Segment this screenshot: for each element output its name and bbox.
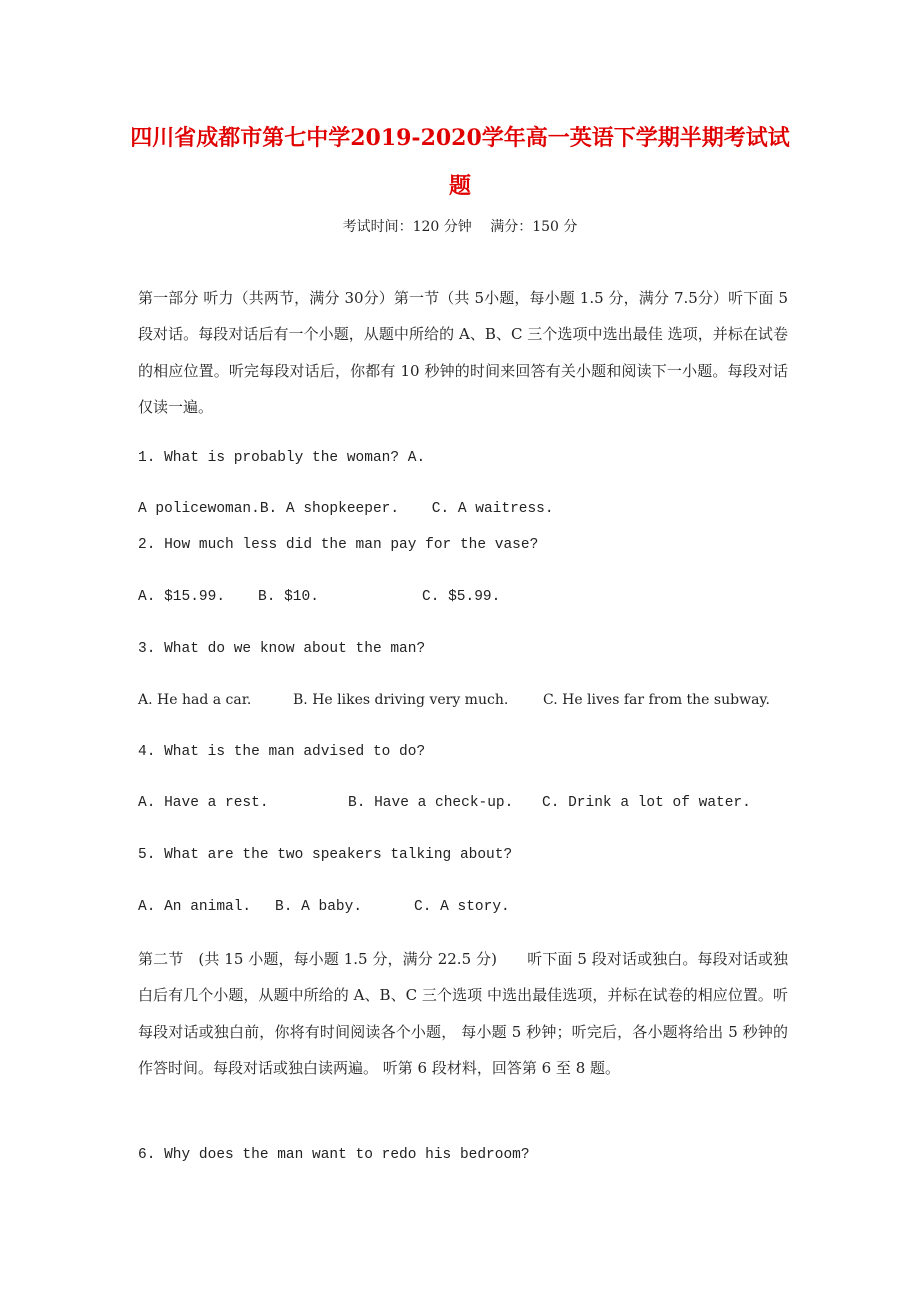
question-2-options [138,589,500,605]
option: B. $10. [258,589,319,605]
option: A policewoman.B. A shopkeeper. [138,501,400,517]
part2-intro: 第二节 (共 15 小题，每小题 1.5 分，满分 22.5 分) 听下面 5 段对话或独白。每段对话或独白后有几个小题，从题中所给的 A、B、C 三个选项 中选出最佳选项，并标在试卷的相应位置。听每段对话或独白前，你将有时间阅读各个小题， 每小题 5 秒钟；听完后，各小题将给出 5 秒钟的作答时间。每段对话或独白读两遍。 听第 6 段材料，回答第 6 至 8 题。 [138,950,788,1077]
exam-info: 考试时间：120 分钟 满分：150 分 [342,219,578,235]
option: B. Have a check-up. [348,795,514,811]
option: A. $15.99. [138,589,226,605]
option: C. He lives far from the subway. [543,692,770,708]
question-4-options [138,795,751,811]
option: C. $5.99. [422,589,501,605]
question-3-options [138,692,770,708]
question-4: 4. What is the man advised to do? [138,744,426,760]
option: C. A story. [414,899,510,915]
option: B. A baby. [275,899,363,915]
question-6: 6. Why does the man want to redo his bedroom? [138,1147,530,1163]
option: A. Have a rest. [138,795,269,811]
question-5-options [138,899,510,915]
question-2: 2. How much less did the man pay for the vase? [138,537,539,553]
option: A. He had a car. [138,692,252,708]
question-1: 1. What is probably the woman? A. [138,450,426,466]
question-1-options [138,501,554,517]
title-line-2: 题 [448,173,471,199]
option: B. He likes driving very much. [293,692,509,708]
option: C. A waitress. [431,501,554,517]
part1-intro: 第一部分 听力（共两节，满分 30分）第一节（共 5小题，每小题 1.5 分，满分 7.5分）听下面 5 段对话。每段对话后有一个小题，从题中所给的 A、B、C 三个选项中选出最佳 选项，并标在试卷的相应位置。听完每段对话后，你都有 10 秒钟的时间来回答有关小题和阅读下一小题。每段对话仅读一遍。 [138,289,788,416]
question-5: 5. What are the two speakers talking about? [138,847,513,863]
title-line-1: 四川省成都市第七中学2019-2020学年高一英语下学期半期考试试 [130,125,790,151]
option: A. An animal. [138,899,252,915]
question-3: 3. What do we know about the man? [138,641,426,657]
option: C. Drink a lot of water. [542,795,751,811]
